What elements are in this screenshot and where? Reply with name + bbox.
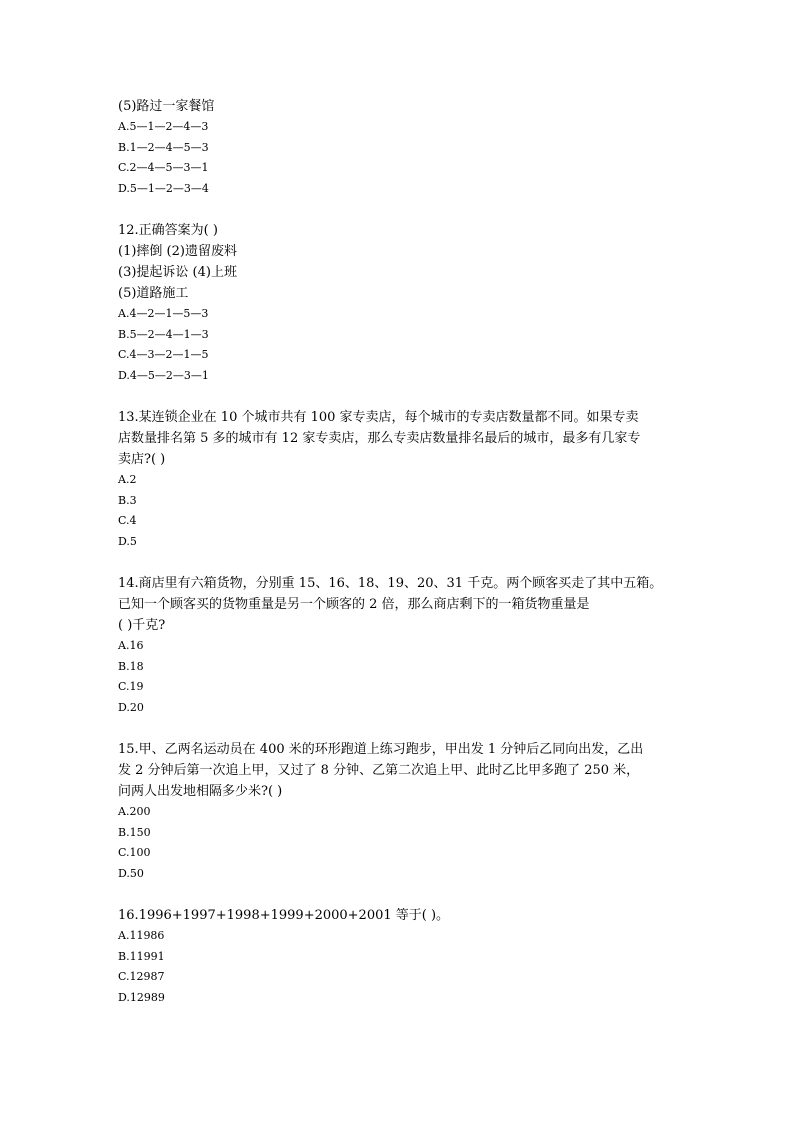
q16-option-d: D.12989 (118, 990, 165, 1004)
spacer (118, 552, 678, 573)
spacer (118, 884, 678, 905)
spacer (118, 199, 678, 220)
q14-line-3: ( )千克? (118, 618, 166, 633)
q16-option-a: A.11986 (118, 929, 165, 942)
q14-line-2: 已知一个顾客买的货物重量是另一个顾客的 2 倍，那么商店剩下的一箱货物重量是 (118, 597, 590, 612)
spacer (118, 386, 678, 407)
q12-title: 12.正确答案为( ) (118, 223, 218, 238)
q12-item-1: (1)摔倒 (2)遗留废料 (118, 244, 237, 259)
q12-item-2: (3)提起诉讼 (4)上班 (118, 265, 237, 280)
q13-line-3: 卖店?( ) (118, 452, 166, 467)
q16-option-b: B.11991 (118, 949, 165, 963)
q16-title: 16.1996+1997+1998+1999+2000+2001 等于( )。 (118, 908, 450, 923)
question-15 (118, 739, 678, 884)
q11-item-5: (5)路过一家餐馆 (118, 99, 215, 114)
q12-item-3: (5)道路施工 (118, 286, 189, 301)
spacer (118, 718, 678, 739)
q11-option-a: A.5—1—2—4—3 (118, 120, 209, 133)
q11-option-d: D.5—1—2—3—4 (118, 181, 209, 195)
q16-option-c: C.12987 (118, 970, 165, 983)
q15-line-3: 问两人出发地相隔多少米?( ) (118, 784, 283, 799)
q13-line-1: 13.某连锁企业在 10 个城市共有 100 家专卖店，每个城市的专卖店数量都不同。如果专卖 (118, 410, 639, 425)
q11-option-b: B.1—2—4—5—3 (118, 140, 209, 154)
q13-option-a: A.2 (118, 473, 137, 486)
q15-line-2: 发 2 分钟后第一次追上甲，又过了 8 分钟、乙第二次追上甲、此时乙比甲多跑了 250 米， (118, 763, 640, 778)
question-13 (118, 407, 678, 552)
q14-line-1: 14.商店里有六箱货物，分别重 15、16、18、19、20、31 千克。两个顾客买走了其中五箱。 (118, 576, 663, 591)
q12-option-c: C.4—3—2—1—5 (118, 348, 209, 361)
q13-option-b: B.3 (118, 493, 137, 507)
q14-option-d: D.20 (118, 700, 144, 714)
q12-option-b: B.5—2—4—1—3 (118, 327, 209, 341)
q15-line-1: 15.甲、乙两名运动员在 400 米的环形跑道上练习跑步，甲出发 1 分钟后乙同向出发，乙出 (118, 742, 644, 757)
document-page (118, 96, 678, 1008)
q15-option-a: A.200 (118, 805, 151, 818)
q12-option-d: D.4—5—2—3—1 (118, 368, 209, 382)
q13-line-2: 店数量排名第 5 多的城市有 12 家专卖店，那么专卖店数量排名最后的城市，最多有几家专 (118, 431, 641, 446)
q13-option-d: D.5 (118, 534, 137, 548)
question-14 (118, 573, 678, 718)
q11-option-c: C.2—4—5—3—1 (118, 161, 209, 174)
question-11 (118, 96, 678, 199)
question-16 (118, 905, 678, 1008)
q15-option-c: C.100 (118, 846, 151, 859)
q14-option-b: B.18 (118, 659, 144, 673)
q13-option-c: C.4 (118, 514, 137, 527)
q15-option-b: B.150 (118, 825, 151, 839)
q14-option-a: A.16 (118, 639, 144, 652)
q12-option-a: A.4—2—1—5—3 (118, 307, 209, 320)
question-12 (118, 220, 678, 386)
q15-option-d: D.50 (118, 866, 144, 880)
q14-option-c: C.19 (118, 680, 144, 693)
